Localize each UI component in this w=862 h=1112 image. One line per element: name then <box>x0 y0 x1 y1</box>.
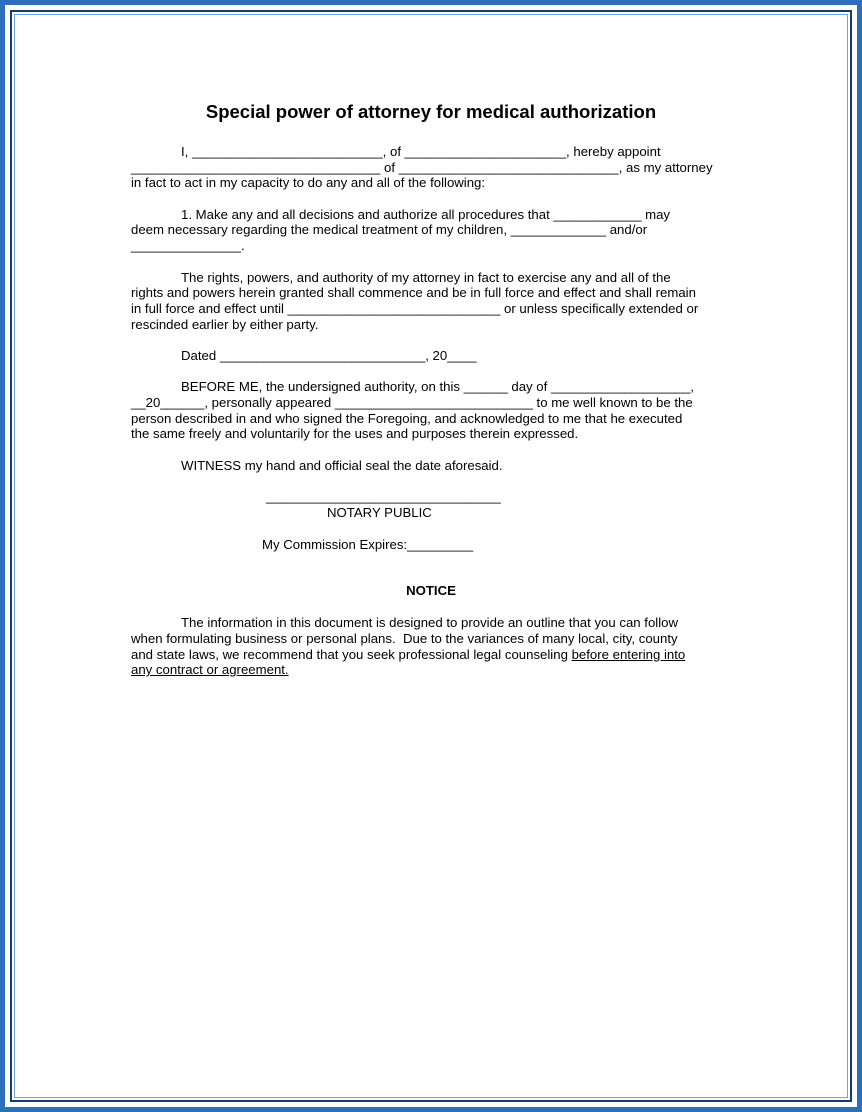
notice-line-2: when formulating business or personal plans. Due to the variances of many local, city, county <box>131 631 678 646</box>
commission-expires-line: My Commission Expires:_________ <box>262 537 474 552</box>
notice-line-3 <box>131 647 685 663</box>
authority-item-line-1: 1. Make any and all decisions and authorize all procedures that ____________ may <box>181 207 670 222</box>
rights-paragraph-line-1: The rights, powers, and authority of my attorney in fact to exercise any and all of the <box>181 270 671 285</box>
notary-paragraph-line-2: __20______, personally appeared ___________________________ to me well known to be the <box>131 395 693 410</box>
rights-paragraph-line-2: rights and powers herein granted shall commence and be in full force and effect and shall remain <box>131 285 696 300</box>
notice-heading: NOTICE <box>406 583 456 598</box>
notary-paragraph-line-3: person described in and who signed the Foregoing, and acknowledged to me that he executed <box>131 411 683 426</box>
authority-item-line-2: deem necessary regarding the medical treatment of my children, _____________ and/or <box>131 222 648 237</box>
rights-paragraph-line-4: rescinded earlier by either party. <box>131 317 319 332</box>
dated-line: Dated ____________________________, 20____ <box>181 348 477 363</box>
appointment-line-1: I, __________________________, of ______________________, hereby appoint <box>181 144 661 159</box>
document-title: Special power of attorney for medical authorization <box>205 101 657 122</box>
authority-item-line-3: _______________. <box>131 238 245 253</box>
notice-line-3-text: and state laws, we recommend that you seek professional legal counseling <box>131 647 572 662</box>
notice-line-1: The information in this document is designed to provide an outline that you can follow <box>181 615 679 630</box>
witness-line: WITNESS my hand and official seal the date aforesaid. <box>181 458 503 473</box>
notary-paragraph-line-4: the same freely and voluntarily for the uses and purposes therein expressed. <box>131 426 579 441</box>
notary-signature-line: ________________________________ <box>266 489 501 504</box>
notary-public-label: NOTARY PUBLIC <box>327 505 432 520</box>
notice-underlined-text: before entering into <box>571 647 686 662</box>
rights-paragraph-line-3: in full force and effect until _____________________________ or unless specifically extended or <box>131 301 699 316</box>
appointment-line-2: __________________________________ of ______________________________, as my attorney <box>131 160 713 175</box>
notice-line-4: any contract or agreement. <box>131 662 289 677</box>
appointment-line-3: in fact to act in my capacity to do any and all of the following: <box>131 175 486 190</box>
notary-paragraph-line-1: BEFORE ME, the undersigned authority, on this ______ day of ___________________, <box>181 379 694 394</box>
